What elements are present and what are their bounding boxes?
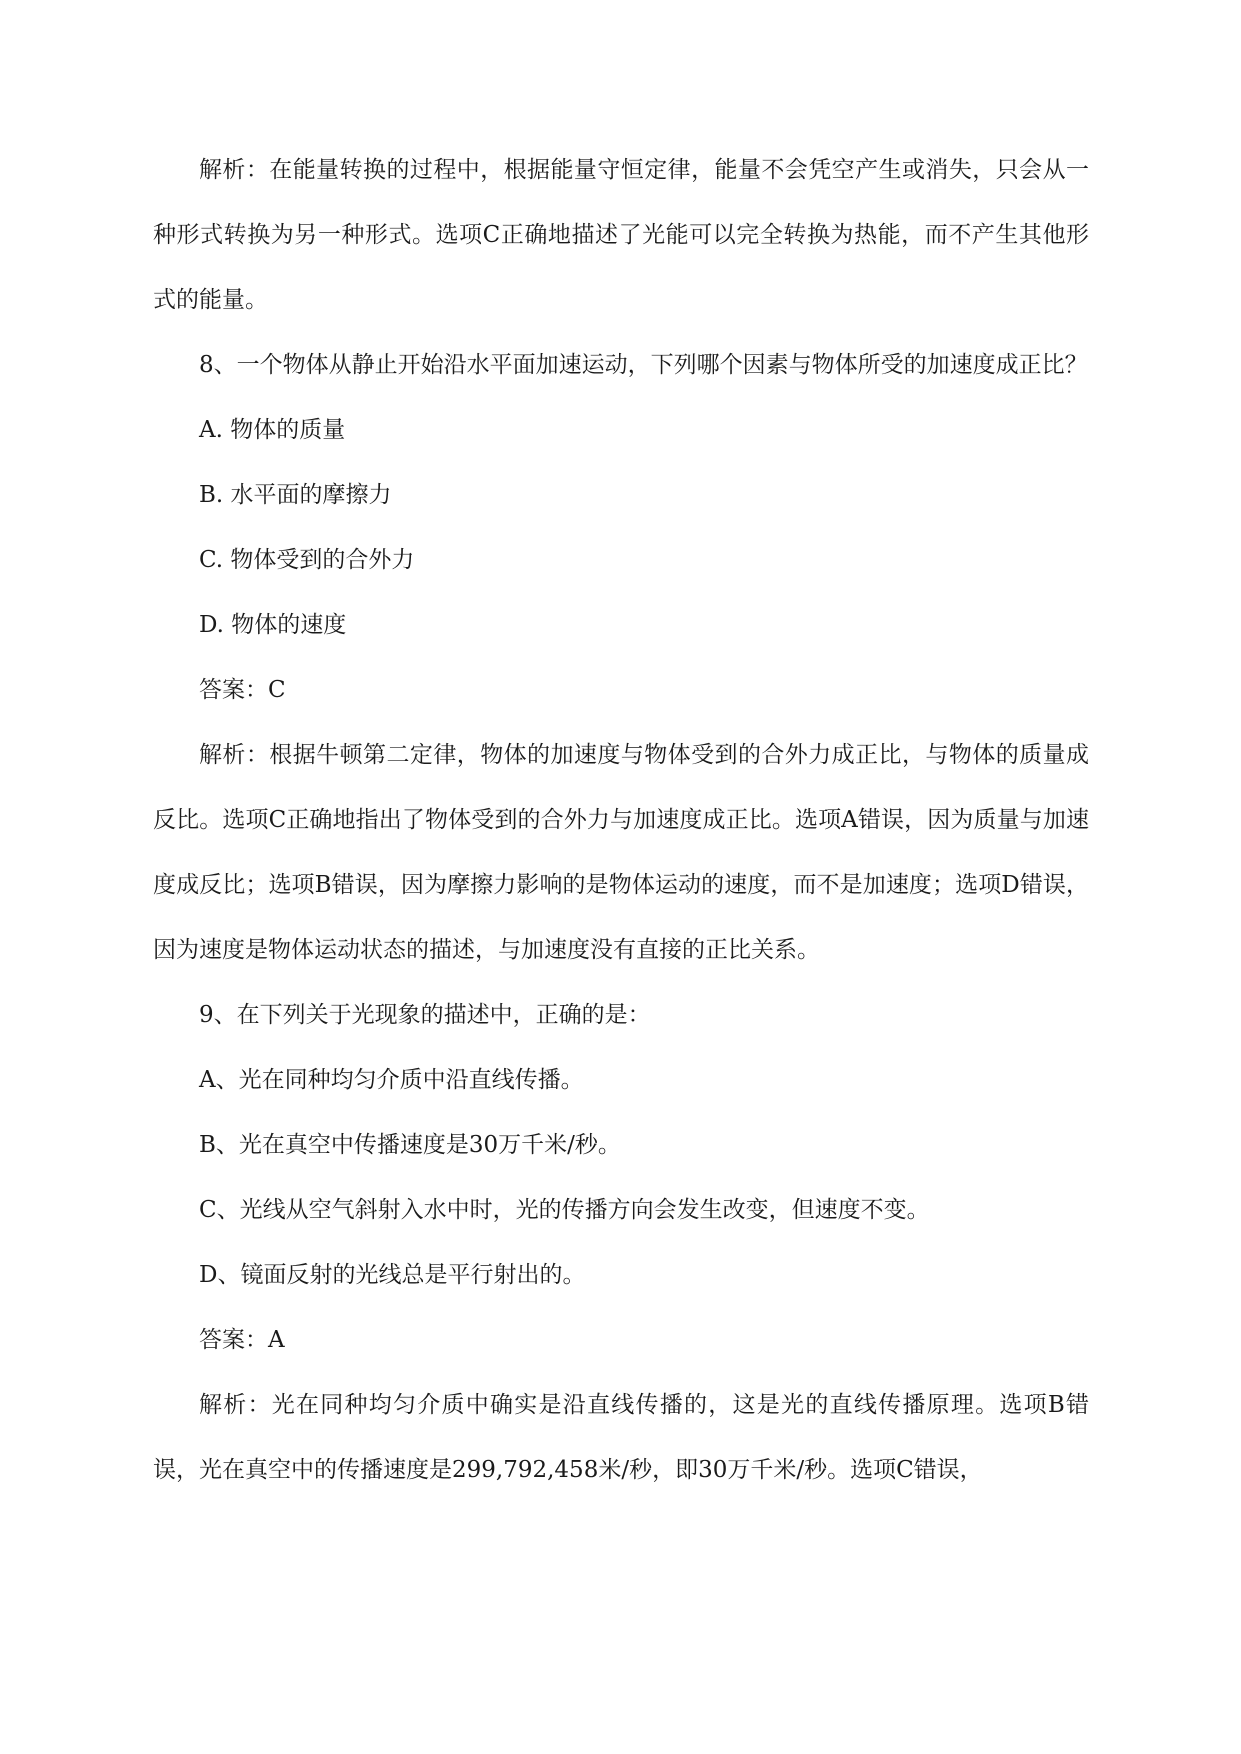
q9-option-b: B、光在真空中传播速度是30万千米/秒。 xyxy=(199,1132,621,1158)
q8-option-c: C. 物体受到的合外力 xyxy=(199,547,415,573)
explanation-q9: 解析：光在同种均匀介质中确实是沿直线传播的，这是光的直线传播原理。选项B错误，光在真空中的传播速度是299,792,458米/秒，即30万千米/秒。选项C错误， xyxy=(153,1392,1089,1483)
q9-option-d: D、镜面反射的光线总是平行射出的。 xyxy=(199,1262,586,1288)
q9-option-a: A、光在同种均匀介质中沿直线传播。 xyxy=(199,1067,584,1093)
q8-answer: 答案：C xyxy=(199,677,286,703)
explanation-q8: 解析：根据牛顿第二定律，物体的加速度与物体受到的合外力成正比，与物体的质量成反比。选项C正确地指出了物体受到的合外力与加速度成正比。选项A错误，因为质量与加速度成反比；选项B错误，因为摩擦力影响的是物体运动的速度，而不是加速度；选项D错误，因为速度是物体运动状态的描述，与加速度没有直接的正比关系。 xyxy=(153,742,1089,963)
explanation-q7: 解析：在能量转换的过程中，根据能量守恒定律，能量不会凭空产生或消失，只会从一种形式转换为另一种形式。选项C正确地描述了光能可以完全转换为热能，而不产生其他形式的能量。 xyxy=(153,157,1089,313)
q8-option-a: A. 物体的质量 xyxy=(199,417,346,443)
q8-option-b: B. 水平面的摩擦力 xyxy=(199,482,392,508)
question-8: 8、一个物体从静止开始沿水平面加速运动，下列哪个因素与物体所受的加速度成正比？ xyxy=(199,352,1088,378)
q9-option-c: C、光线从空气斜射入水中时，光的传播方向会发生改变，但速度不变。 xyxy=(199,1197,930,1223)
question-9: 9、在下列关于光现象的描述中，正确的是： xyxy=(199,1002,651,1028)
q9-answer: 答案：A xyxy=(199,1327,285,1353)
document-page xyxy=(153,138,1089,1503)
q8-option-d: D. 物体的速度 xyxy=(199,612,347,638)
